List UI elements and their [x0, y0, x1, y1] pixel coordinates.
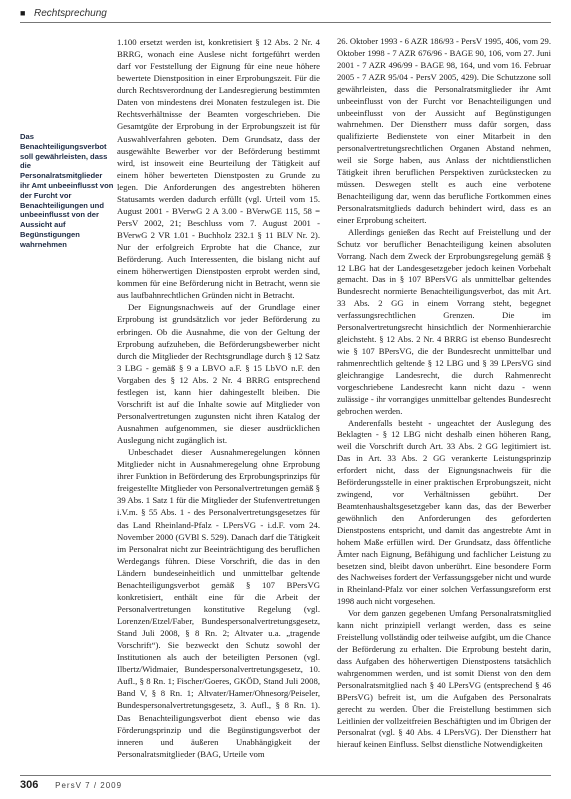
right-paragraph-3: Anderenfalls besteht - ungeachtet der Auslegung des Beklagten - § 12 LBG nicht deshalb einen höheren Rang, weil die Vorschrift durch Art. 33 Abs. 2 GG legitimiert ist. Das in Art. 33 Abs. 2 GG verankerte Leistungsprinzip erfordert nicht, dass der Eignungsnachweis für die Beförderungsstelle in einer praktischen Erprobungszeit, nicht zwingend, vor Verhältnissen gebührt. Der Beamtenhaushaltsgesetzgeber kann das, das der Bewerber gewöhnlich den Anforderungen des geforderten Dienstpostens entspricht, und damit das angestrebte Amt in hohem Maße erfüllen wird. Der Grundsatz, dass öffentliche Ämter nach Eignung, Befähigung und fachlicher Leistung zu besetzen sind, bleibt davon unberührt. Eine besondere Form des Nachweises fordert der Verfassungsgeber nicht und wurde in Rheinland-Pfalz vor einer solchen Verfassungsreform erst 1998 auch nicht vorgesehen. — [337, 417, 551, 607]
right-paragraph-1: 26. Oktober 1993 - 6 AZR 186/93 - PersV 1995, 406, vom 29. Oktober 1998 - 7 AZR 676/96 - BAGE 90, 106, vom 27. Juni 2001 - 7 AZR 496/99 - BAGE 98, 164, und vom 16. Februar 2005 - 7 AZR 95/04 - PersV 2005, 429). Die Schutzzone soll gewährleisten, dass die Personalratsmitglieder ihr Amt unbeeinflusst von der Furcht vor Benachteiligungen und unbeeinflusst von der Aussicht auf Begünstigungen wahrnehmen. Der Dienstherr muss dafür sorgen, dass qualifizierte Bedienstete von einer Mitarbeit in den personalvertretungsrechtlichen Organen Abstand nehmen, weil sie Sorge haben, aus Anlass der nichtdienstlichen Tätigkeit ihren beruflichen Perspektiven zurückstecken zu müssen. Deswegen stellt es auch eine verbotene Benachteiligung dar, wenn das berufliche Fortkommen eines Personalratsmitglieds dadurch behindert wird, dass es an einer Erprobung scheitert. — [337, 36, 551, 225]
right-paragraph-2: Allerdings genießen das Recht auf Freistellung und der Schutz vor beruflicher Benachteiligung keinen absoluten Vorrang. Nach dem Zweck der Erprobungsregelung gemäß § 12 LBG hat der Landesgesetzgeber jedoch keinen Vorbehalt gemacht. Das in § 107 BPersVG als unmittelbar geltendes Bundesrecht normierte Benachteiligungsverbot, das mit Art. 33 Abs. 2 GG in einem Vorrang steht, begegnet verfassungsrechtlichen Grenzen. Die im Personalvertretungsrecht hinsichtlich der Normenhierarchie gleichsteht. § 12 Abs. 2 Nr. 4 BRRG ist ebenso Bundesrecht wie § 107 BPersVG, die der Bundesrecht unmittelbar und rahmenrechtlich geltende § 12 LBG und § 39 LPersVG sind gleichrangige Landesrecht, die durch Rahmenrecht vorgeschriebene Landesrecht kann nicht dazu - wenn zulässige - ihr vorrangiges unmittelbar geltendes Bundesrecht gebrochen werden. — [337, 226, 551, 416]
running-header — [20, 8, 551, 22]
left-column — [117, 36, 320, 760]
page-footer — [20, 779, 122, 791]
margin-note: Das Benachteiligungsverbot soll gewährleisten, dass die Personalratsmitglieder ihr Amt unbeeinflusst von der Furcht vor Benachteiligungen und unbeeinflusst von der Aussicht auf Begünstigungen wahrnehmen — [20, 132, 114, 249]
left-paragraph-1: 1.100 ersetzt werden ist, konkretisiert § 12 Abs. 2 Nr. 4 BRRG, wonach eine Auslese nicht fortgeführt werden darf vor Feststellung der Eignung für eine neue höhere bewertete Dienstposition in einer Erprobungszeit. Für die durch Rechtsverordnung der Landesregierung bestimmten Daten von mindestens drei Monaten festzulegen ist. Die Rechtsverhältnisse der Beamten vorgeschrieben. Die Gesamtgüte der Erprobung in der Erprobungszeit ist für Auswahlverfahren geboten. Dem Grundsatz, dass der ausgewählte Bewerber vor der Beförderung bestimmt wird, ist insoweit eine Beurteilung der Tätigkeit auf einem höher bewerteten Dienstposten zu Grunde zu legen. Die Anforderungen des angestrebten höheren Statusamts werden dadurch erfüllt (vgl. Urteil vom 15. August 2001 - BVerwG 2 A 3.00 - BVerwGE 115, 58 = PersV 2002, 21; Beschluss vom 7. August 2001 - BVerwG 2 VR 1.01 - Buchholz 232.1 § 11 BLV Nr. 2). Nur der erfolgreich Erprobte hat die Chance, zur Beförderung. Auch Interessenten, die bislang nicht auf einem höherwertigen Dienstposten erprobt werden sind, kommen für eine Beförderung nicht in Betracht, wenn sie aus laufbahnrechtlichen Gründen nicht in Betracht. — [117, 37, 320, 301]
left-paragraph-2: Der Eignungsnachweis auf der Grundlage einer Erprobung ist grundsätzlich vor jeder Beförderung zu erbringen. Ob die Ausnahme, die von der Geltung der Erprobung aufzuheben, die Beförderungsbewerber nicht durch die Mitglieder der Rechtsgrundlage durch § 12 Satz 3 LBG - gemäß § 9 a LBVO a.F. § 15 LbVO n.F. den Vorgaben des § 12 Abs. 2 Nr. 4 BRRG entsprechend festlegen ist, kann hier dahingestellt bleiben. Die Vorschrift ist auf die Inhalte sowie auf Mitglieder von Personalvertretungen zugunsten nicht ihren Katalog der Ausnahmen aufgenommen, sie dieser ausdrücklichen Auslegung nicht zugänglich ist. — [117, 302, 320, 446]
right-paragraph-4: Vor dem ganzen gegebenen Umfang Personalratsmitglied kann nicht prinzipiell verlangt werden, dass es seine Freistellung vollständig oder teilweise aufgibt, um die Chance der Beförderung zu erhalten. Die Erprobung besteht darin, dass Aufgaben des höherwertigen Dienstpostens tatsächlich wahrgenommen werden, und ist somit Dienst von den dem Personalratsmitglied nach § 40 LPersVG (entsprechend § 46 BPersVG) befreit ist, um die Aufgaben des Personalrats gerecht zu werden. Über die Freistellung bestimmen sich Leitlinien der vollzeitfreien Beschäftigten und im Übrigen der Personalrat (vgl. § 40 Abs. 4 LPersVG). Der Dienstherr hat hierauf keinen Einfluss. Selbst dienstliche Notwendigkeiten — [337, 608, 551, 750]
left-paragraph-3: Unbeschadet dieser Ausnahmeregelungen können Mitglieder nicht in Ausnahmeregelung ohne Erprobung ihrer Funktion in Beförderung des Erprobungsprinzips für freigestellte Mitglieder von Personalvertretungen gemäß § 39 Abs. 1 Satz 1 für die Mitglieder der Stufenvertretungen i.V.m. § 55 Abs. 1 - des Personalvertretungsgesetzes für das Land Rheinland-Pfalz - LPersVG - i.d.F. vom 24. November 2000 (GVBl S. 529). Danach darf die Tätigkeit im Personalrat nicht zur Beeinträchtigung des beruflichen Werdegangs führen. Diese Vorschrift, die das in den Ländern bundeseinheitlich und unmittelbar geltende Benachteiligungsverbot gemäß § 107 BPersVG konkretisiert, enthält eine für die Arbeit der Personalvertretungen konstitutive Regelung (vgl. Lorenzen/Etzel/Faber, Bundespersonalvertretungsgesetz, Stand Juli 2008, § 8 Rn. 2; Altvater u.a. „tragende Vorschrift“). Sie bezweckt den Schutz sowohl der Institutionen als auch der beteiligten Personen (vgl. Ilbertz/Widmaier, Bundespersonalvertretungsgesetz, 10. Aufl., § 8 Rn. 1; Fischer/Goeres, GKÖD, Stand Juli 2008, Band V, § 8 Rn. 1; Altvater/Hamer/Ohnesorg/Peiseler, Bundespersonalvertretungsgesetz, 3. Aufl., § 8 Rn. 1). Das Benachteiligungsverbot dient ebenso wie das Förderungsprinzip und die Begünstigungsverbot der inneren und äußeren Unabhängigkeit der Personalratsmitglieder (BAG, Urteile vom — [117, 447, 320, 759]
journal-name: PersV 7 / 2009 — [55, 781, 123, 790]
right-column — [337, 36, 551, 751]
header-divider — [20, 22, 551, 23]
section-title: Rechtsprechung — [34, 8, 107, 19]
section-marker-icon: ■ — [20, 8, 26, 18]
page-number: 306 — [20, 779, 39, 791]
footer-divider — [20, 775, 551, 776]
